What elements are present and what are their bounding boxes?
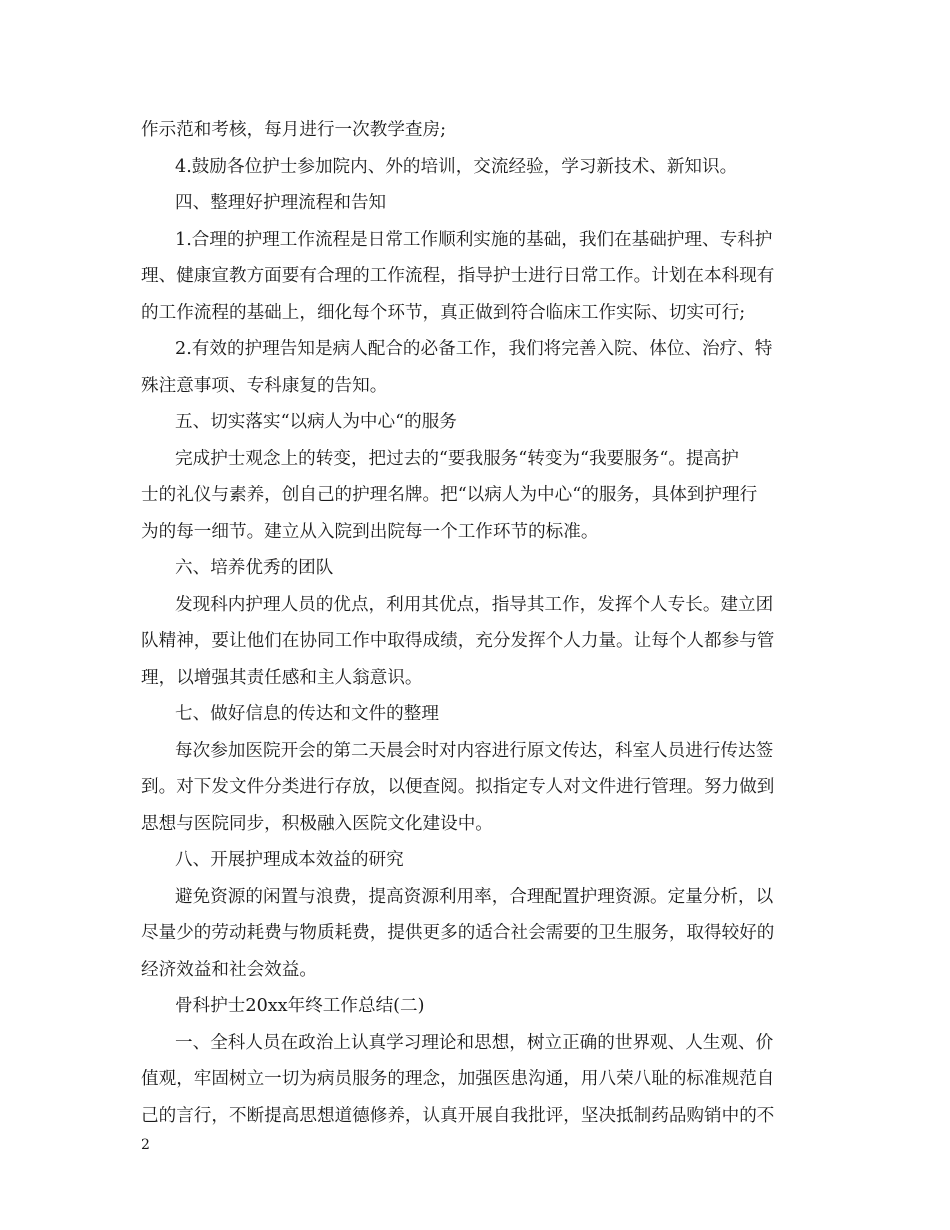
section-heading: 四、整理好护理流程和告知 — [175, 193, 387, 213]
body-text-line: 到。对下发文件分类进行存放，以便查阅。拟指定专人对文件进行管理。努力做到 — [141, 777, 775, 797]
body-text-line: 殊注意事项、专科康复的告知。 — [141, 375, 388, 396]
list-item: 1.合理的护理工作流程是日常工作顺利实施的基础，我们在基础护理、专科护 — [175, 229, 773, 250]
section-heading: 六、培养优秀的团队 — [175, 558, 334, 578]
body-text-line: 作示范和考核，每月进行一次教学查房; — [141, 120, 447, 140]
document-body — [141, 112, 810, 1134]
body-text-line: 为的每一细节。建立从入院到出院每一个工作环节的标准。 — [141, 521, 599, 542]
list-item: 2.有效的护理告知是病人配合的必备工作，我们将完善入院、体位、治疗、特 — [175, 339, 773, 359]
body-text-line: 经济效益和社会效益。 — [141, 959, 317, 980]
page-number: 2 — [141, 1137, 150, 1153]
body-text-line: 士的礼仪与素养，创自己的护理名牌。把“以病人为中心“的服务，具体到护理行 — [141, 485, 758, 505]
list-item: 4.鼓励各位护士参加院内、外的培训，交流经验，学习新技术、新知识。 — [175, 156, 738, 177]
body-text-line: 思想与医院同步，积极融入医院文化建设中。 — [141, 813, 493, 834]
body-text-line: 值观，牢固树立一切为病员服务的理念，加强医患沟通，用八荣八耻的标准规范自 — [141, 1069, 775, 1089]
body-text-line: 理，以增强其责任感和主人翁意识。 — [141, 667, 423, 688]
body-text-line: 己的言行，不断提高思想道德修养，认真开展自我批评，坚决抵制药品购销中的不 — [141, 1105, 775, 1126]
body-text-line: 的工作流程的基础上，细化每个环节，真正做到符合临床工作实际、切实可行; — [141, 302, 746, 323]
document-subtitle: 骨科护士20xx年终工作总结(二) — [175, 996, 425, 1016]
paragraph-first-line: 完成护士观念上的转变，把过去的“要我服务“转变为“我要服务“。提高护 — [175, 448, 739, 469]
body-text-line: 队精神，要让他们在协同工作中取得成绩，充分发挥个人力量。让每个人都参与管 — [141, 631, 775, 651]
body-text-line: 尽量少的劳动耗费与物质耗费，提供更多的适合社会需要的卫生服务，取得较好的 — [141, 923, 775, 943]
body-text-line: 理、健康宣教方面要有合理的工作流程，指导护士进行日常工作。计划在本科现有 — [141, 266, 775, 286]
section-heading: 八、开展护理成本效益的研究 — [175, 850, 404, 870]
section-heading: 五、切实落实“以病人为中心“的服务 — [175, 412, 457, 432]
section-heading: 七、做好信息的传达和文件的整理 — [175, 704, 439, 724]
paragraph-first-line: 一、全科人员在政治上认真学习理论和思想，树立正确的世界观、人生观、价 — [175, 1032, 774, 1053]
paragraph-first-line: 每次参加医院开会的第二天晨会时对内容进行原文传达，科室人员进行传达签 — [175, 740, 774, 761]
paragraph-first-line: 避免资源的闲置与浪费，提高资源利用率，合理配置护理资源。定量分析，以 — [175, 886, 774, 907]
paragraph-first-line: 发现科内护理人员的优点，利用其优点，指导其工作，发挥个人专长。建立团 — [175, 594, 774, 615]
